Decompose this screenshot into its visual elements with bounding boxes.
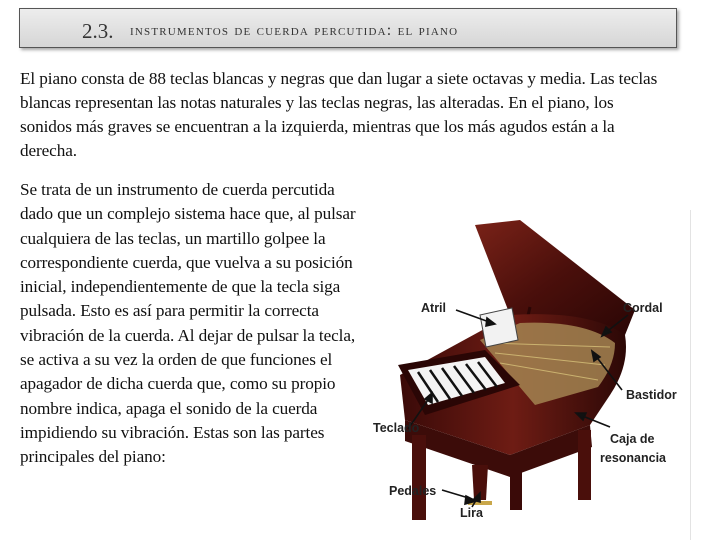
music-stand (480, 308, 518, 347)
label-caja-line1: Caja de (610, 432, 655, 446)
left-leg (412, 435, 426, 520)
label-teclado: Teclado (373, 421, 420, 435)
piano-diagram (360, 215, 690, 540)
title-box (19, 8, 677, 48)
title-number: 2.3. (82, 19, 114, 43)
label-cordal: Cordal (623, 301, 663, 315)
label-pedales: Pedales (389, 484, 437, 498)
right-leg (578, 430, 591, 500)
slide-title: instrumentos de cuerda percutida: el piano (130, 22, 459, 39)
center-leg (510, 470, 522, 510)
intro-paragraph: El piano consta de 88 teclas blancas y negras que dan lugar a siete octavas y media. Las teclas blancas representan las notas naturales y las teclas negras, las alteradas. En el piano, los sonidos más graves se encuentran a la izquierda, mientras que los más agudos están a la derecha. (20, 69, 658, 160)
label-bastidor: Bastidor (626, 388, 677, 402)
mechanism-paragraph: Se trata de un instrumento de cuerda percutida dado que un complejo sistema hace que, al pulsar cualquiera de las teclas, un martillo golpee la correspondiente cuerda, que vuelva a su posición inicial, independientemente de que la tecla siga pulsada. Esto es así para permitir la correcta vibración de la cuerda. Al dejar de pulsar la tecla, se activa a su vez la orden de que funciones el apagador de dicha cuerda que, como su propio nombre indica, apaga el sonido de la cuerda impidiendo su vibración. Estas son las partes principales del piano: (20, 180, 356, 467)
divider-line (690, 210, 691, 540)
label-caja-line2: resonancia (600, 451, 667, 465)
label-atril: Atril (421, 301, 446, 315)
label-lira: Lira (460, 506, 483, 520)
